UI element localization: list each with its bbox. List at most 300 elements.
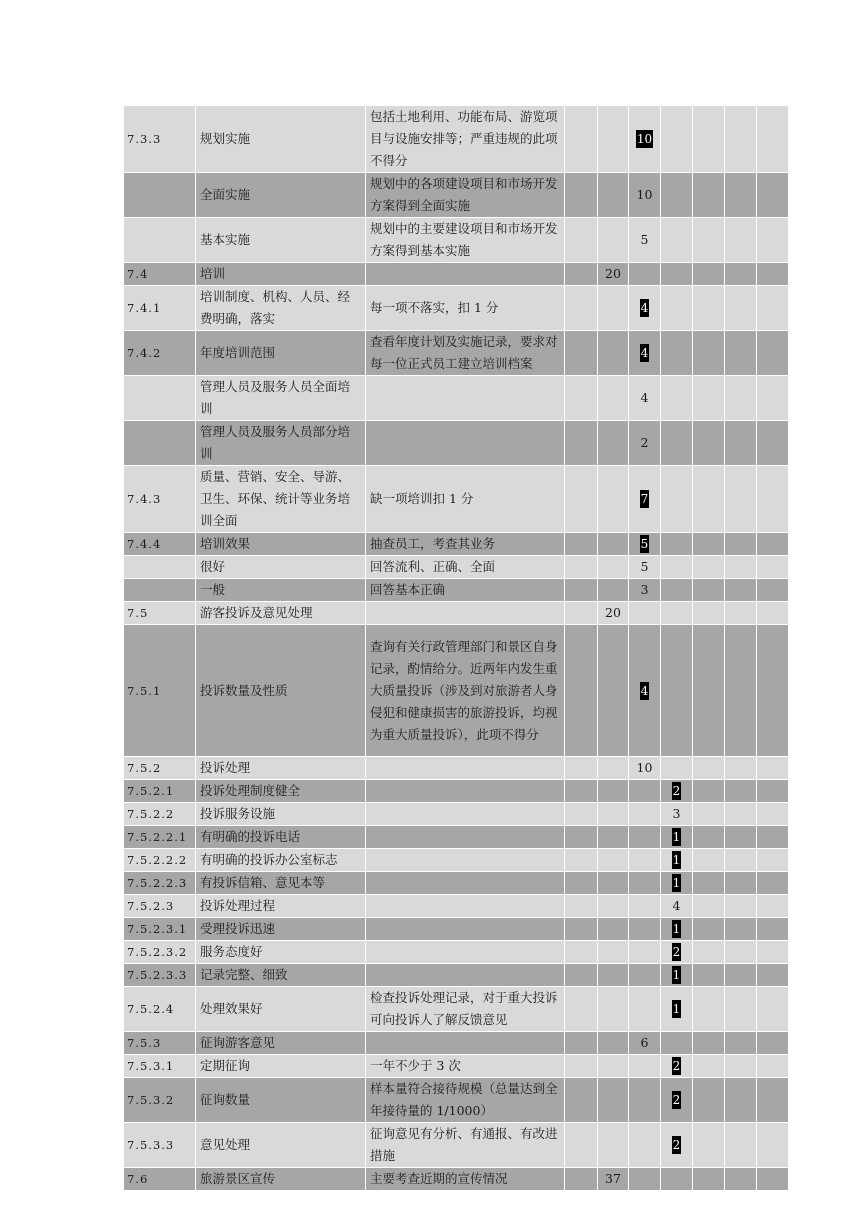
item-criteria-cell: 样本量符合接待规模（总量达到全年接待量的 1/1000）	[366, 1078, 565, 1123]
item-code-cell: 7.5.2.3.2	[124, 941, 196, 964]
blank-cell	[725, 872, 757, 895]
item-score-cell-highlight: 5	[640, 537, 649, 551]
blank-cell	[725, 376, 757, 421]
blank-cell	[693, 895, 725, 918]
blank-cell	[693, 872, 725, 895]
item-criteria-cell: 规划中的主要建设项目和市场开发方案得到基本实施	[366, 218, 565, 263]
total-score-cell	[598, 218, 629, 263]
blank-cell	[693, 218, 725, 263]
item-name-cell: 定期征询	[196, 1055, 366, 1078]
table-row	[124, 218, 789, 263]
item-score-cell-highlight: 10	[636, 132, 653, 146]
item-score-cell	[629, 602, 661, 625]
item-name-cell: 游客投诉及意见处理	[196, 602, 366, 625]
table-row	[124, 987, 789, 1032]
blank-cell	[693, 533, 725, 556]
item-criteria-cell: 征询意见有分析、有通报、有改进措施	[366, 1123, 565, 1168]
sub-score-cell	[661, 286, 693, 331]
blank-cell	[725, 803, 757, 826]
sub-score-cell	[661, 376, 693, 421]
table-row	[124, 579, 789, 602]
blank-cell	[565, 803, 598, 826]
blank-cell	[693, 1078, 725, 1123]
item-name-cell: 意见处理	[196, 1123, 366, 1168]
blank-cell	[693, 106, 725, 173]
table-row	[124, 780, 789, 803]
item-name-cell: 投诉数量及性质	[196, 625, 366, 757]
blank-cell	[757, 602, 789, 625]
item-score-cell: 10	[629, 757, 661, 780]
sub-score-cell	[661, 941, 693, 964]
item-score-cell	[629, 1078, 661, 1123]
item-name-cell: 很好	[196, 556, 366, 579]
item-name-cell: 培训制度、机构、人员、经费明确，落实	[196, 286, 366, 331]
total-score-cell	[598, 376, 629, 421]
item-score-cell	[629, 533, 661, 556]
table-row	[124, 1055, 789, 1078]
blank-cell	[565, 1055, 598, 1078]
item-score-cell	[629, 895, 661, 918]
blank-cell	[725, 1032, 757, 1055]
total-score-cell	[598, 780, 629, 803]
table-row	[124, 466, 789, 533]
blank-cell	[565, 625, 598, 757]
sub-score-cell-highlight: 2	[672, 1059, 681, 1073]
blank-cell	[565, 286, 598, 331]
item-name-cell: 征询游客意见	[196, 1032, 366, 1055]
table-row	[124, 826, 789, 849]
total-score-cell	[598, 826, 629, 849]
total-score-cell: 37	[598, 1168, 629, 1191]
sub-score-cell-highlight: 1	[672, 876, 681, 890]
total-score-cell	[598, 106, 629, 173]
item-score-cell	[629, 263, 661, 286]
total-score-cell	[598, 579, 629, 602]
item-code-cell	[124, 579, 196, 602]
sub-score-cell-highlight: 2	[672, 784, 681, 798]
total-score-cell	[598, 533, 629, 556]
sub-score-cell	[661, 1168, 693, 1191]
item-criteria-cell	[366, 376, 565, 421]
item-score-cell	[629, 872, 661, 895]
item-score-cell	[629, 286, 661, 331]
blank-cell	[693, 1032, 725, 1055]
blank-cell	[565, 579, 598, 602]
sub-score-cell	[661, 918, 693, 941]
blank-cell	[565, 849, 598, 872]
item-criteria-cell	[366, 263, 565, 286]
item-criteria-cell	[366, 964, 565, 987]
sub-score-cell-highlight: 1	[672, 830, 681, 844]
item-score-cell	[629, 987, 661, 1032]
item-name-cell: 培训效果	[196, 533, 366, 556]
item-score-cell	[629, 1055, 661, 1078]
blank-cell	[693, 421, 725, 466]
blank-cell	[565, 1123, 598, 1168]
table-row	[124, 918, 789, 941]
item-score-cell	[629, 106, 661, 173]
blank-cell	[565, 872, 598, 895]
blank-cell	[693, 173, 725, 218]
item-code-cell: 7.5.2.2.2	[124, 849, 196, 872]
item-criteria-cell	[366, 941, 565, 964]
blank-cell	[757, 263, 789, 286]
sub-score-cell	[661, 987, 693, 1032]
table-row	[124, 602, 789, 625]
item-name-cell: 管理人员及服务人员部分培训	[196, 421, 366, 466]
total-score-cell	[598, 331, 629, 376]
blank-cell	[693, 1168, 725, 1191]
item-score-cell	[629, 803, 661, 826]
blank-cell	[693, 286, 725, 331]
blank-cell	[725, 826, 757, 849]
total-score-cell	[598, 895, 629, 918]
sub-score-cell	[661, 757, 693, 780]
table-row	[124, 895, 789, 918]
blank-cell	[565, 533, 598, 556]
item-code-cell: 7.5.2.2.1	[124, 826, 196, 849]
item-name-cell: 有明确的投诉办公室标志	[196, 849, 366, 872]
item-code-cell: 7.5.3.2	[124, 1078, 196, 1123]
item-criteria-cell	[366, 803, 565, 826]
total-score-cell	[598, 466, 629, 533]
item-code-cell: 7.5.2.1	[124, 780, 196, 803]
item-code-cell	[124, 173, 196, 218]
sub-score-cell	[661, 421, 693, 466]
blank-cell	[725, 106, 757, 173]
item-criteria-cell	[366, 421, 565, 466]
blank-cell	[725, 218, 757, 263]
table-row	[124, 556, 789, 579]
blank-cell	[757, 941, 789, 964]
table-row	[124, 1032, 789, 1055]
blank-cell	[757, 1055, 789, 1078]
table-row	[124, 286, 789, 331]
blank-cell	[693, 780, 725, 803]
blank-cell	[693, 849, 725, 872]
total-score-cell	[598, 964, 629, 987]
item-code-cell: 7.5	[124, 602, 196, 625]
sub-score-cell	[661, 780, 693, 803]
item-score-cell	[629, 918, 661, 941]
item-criteria-cell: 回答流利、正确、全面	[366, 556, 565, 579]
total-score-cell: 20	[598, 602, 629, 625]
table-row	[124, 173, 789, 218]
sub-score-cell	[661, 533, 693, 556]
table-row	[124, 376, 789, 421]
blank-cell	[565, 826, 598, 849]
sub-score-cell	[661, 106, 693, 173]
item-code-cell: 7.5.3.1	[124, 1055, 196, 1078]
item-score-cell-highlight: 7	[640, 492, 649, 506]
blank-cell	[693, 263, 725, 286]
blank-cell	[565, 421, 598, 466]
table-row	[124, 263, 789, 286]
item-code-cell: 7.4.1	[124, 286, 196, 331]
table-row	[124, 964, 789, 987]
item-code-cell	[124, 376, 196, 421]
item-score-cell: 3	[629, 579, 661, 602]
item-name-cell: 基本实施	[196, 218, 366, 263]
blank-cell	[725, 780, 757, 803]
blank-cell	[725, 941, 757, 964]
blank-cell	[725, 331, 757, 376]
blank-cell	[725, 286, 757, 331]
item-code-cell: 7.5.2.3.1	[124, 918, 196, 941]
item-criteria-cell	[366, 895, 565, 918]
blank-cell	[725, 1055, 757, 1078]
item-code-cell: 7.5.1	[124, 625, 196, 757]
blank-cell	[565, 466, 598, 533]
item-name-cell: 投诉处理	[196, 757, 366, 780]
blank-cell	[757, 826, 789, 849]
sub-score-cell: 4	[661, 895, 693, 918]
item-code-cell	[124, 421, 196, 466]
item-code-cell: 7.5.2.4	[124, 987, 196, 1032]
blank-cell	[565, 173, 598, 218]
item-criteria-cell: 主要考查近期的宣传情况	[366, 1168, 565, 1191]
sub-score-cell	[661, 173, 693, 218]
total-score-cell: 20	[598, 263, 629, 286]
blank-cell	[725, 602, 757, 625]
blank-cell	[725, 849, 757, 872]
item-code-cell: 7.5.2.3	[124, 895, 196, 918]
item-criteria-cell: 抽查员工，考查其业务	[366, 533, 565, 556]
item-name-cell: 管理人员及服务人员全面培训	[196, 376, 366, 421]
item-code-cell	[124, 218, 196, 263]
sub-score-cell	[661, 1078, 693, 1123]
blank-cell	[725, 964, 757, 987]
sub-score-cell	[661, 263, 693, 286]
item-code-cell: 7.5.3.3	[124, 1123, 196, 1168]
item-name-cell: 记录完整、细致	[196, 964, 366, 987]
item-score-cell	[629, 826, 661, 849]
item-criteria-cell: 一年不少于 3 次	[366, 1055, 565, 1078]
blank-cell	[725, 421, 757, 466]
item-score-cell: 5	[629, 218, 661, 263]
blank-cell	[693, 466, 725, 533]
sub-score-cell	[661, 331, 693, 376]
item-name-cell: 质量、营销、安全、导游、卫生、环保、统计等业务培训全面	[196, 466, 366, 533]
item-code-cell	[124, 556, 196, 579]
blank-cell	[757, 1123, 789, 1168]
table-row	[124, 757, 789, 780]
blank-cell	[565, 1168, 598, 1191]
item-criteria-cell	[366, 1032, 565, 1055]
sub-score-cell: 3	[661, 803, 693, 826]
item-code-cell: 7.5.2.2.3	[124, 872, 196, 895]
blank-cell	[757, 1078, 789, 1123]
total-score-cell	[598, 1055, 629, 1078]
item-code-cell: 7.4.3	[124, 466, 196, 533]
item-criteria-cell	[366, 780, 565, 803]
total-score-cell	[598, 286, 629, 331]
table-row	[124, 941, 789, 964]
blank-cell	[565, 941, 598, 964]
blank-cell	[693, 602, 725, 625]
sub-score-cell-highlight: 1	[672, 1002, 681, 1016]
item-score-cell-highlight: 4	[640, 346, 649, 360]
table-row	[124, 1168, 789, 1191]
blank-cell	[725, 579, 757, 602]
blank-cell	[757, 918, 789, 941]
item-code-cell: 7.5.3	[124, 1032, 196, 1055]
item-name-cell: 投诉处理过程	[196, 895, 366, 918]
sub-score-cell-highlight: 2	[672, 1093, 681, 1107]
item-criteria-cell	[366, 602, 565, 625]
blank-cell	[693, 918, 725, 941]
item-criteria-cell: 检查投诉处理记录，对于重大投诉可向投诉人了解反馈意见	[366, 987, 565, 1032]
total-score-cell	[598, 421, 629, 466]
blank-cell	[725, 918, 757, 941]
blank-cell	[693, 941, 725, 964]
blank-cell	[725, 1168, 757, 1191]
blank-cell	[757, 376, 789, 421]
sub-score-cell	[661, 1123, 693, 1168]
item-name-cell: 处理效果好	[196, 987, 366, 1032]
item-name-cell: 服务态度好	[196, 941, 366, 964]
item-criteria-cell: 查询有关行政管理部门和景区自身记录，酌情给分。近两年内发生重大质量投诉（涉及到对旅游者人身侵犯和健康损害的旅游投诉，均视为重大质量投诉），此项不得分	[366, 625, 565, 757]
item-criteria-cell	[366, 849, 565, 872]
table-row	[124, 803, 789, 826]
blank-cell	[565, 376, 598, 421]
sub-score-cell	[661, 602, 693, 625]
item-name-cell: 全面实施	[196, 173, 366, 218]
item-criteria-cell: 回答基本正确	[366, 579, 565, 602]
table-row	[124, 421, 789, 466]
item-criteria-cell: 包括土地利用、功能布局、游览项目与设施安排等；严重违规的此项不得分	[366, 106, 565, 173]
sub-score-cell	[661, 1032, 693, 1055]
item-name-cell: 受理投诉迅速	[196, 918, 366, 941]
blank-cell	[565, 895, 598, 918]
blank-cell	[693, 1055, 725, 1078]
blank-cell	[693, 826, 725, 849]
item-criteria-cell: 规划中的各项建设项目和市场开发方案得到全面实施	[366, 173, 565, 218]
blank-cell	[565, 964, 598, 987]
table-row	[124, 331, 789, 376]
blank-cell	[565, 918, 598, 941]
blank-cell	[565, 780, 598, 803]
blank-cell	[693, 331, 725, 376]
sub-score-cell	[661, 556, 693, 579]
item-score-cell-highlight: 4	[640, 683, 649, 698]
item-score-cell	[629, 466, 661, 533]
blank-cell	[725, 1123, 757, 1168]
blank-cell	[725, 173, 757, 218]
blank-cell	[725, 533, 757, 556]
blank-cell	[693, 757, 725, 780]
item-name-cell: 有投诉信箱、意见本等	[196, 872, 366, 895]
sub-score-cell-highlight: 2	[672, 945, 681, 959]
table-row	[124, 872, 789, 895]
item-name-cell: 投诉服务设施	[196, 803, 366, 826]
item-score-cell: 6	[629, 1032, 661, 1055]
item-code-cell: 7.6	[124, 1168, 196, 1191]
blank-cell	[693, 803, 725, 826]
sub-score-cell	[661, 579, 693, 602]
item-score-cell-highlight: 4	[640, 301, 649, 315]
item-score-cell	[629, 1168, 661, 1191]
item-name-cell: 旅游景区宣传	[196, 1168, 366, 1191]
sub-score-cell	[661, 625, 693, 757]
sub-score-cell	[661, 872, 693, 895]
blank-cell	[693, 1123, 725, 1168]
item-score-cell	[629, 964, 661, 987]
sub-score-cell	[661, 826, 693, 849]
blank-cell	[757, 625, 789, 757]
blank-cell	[693, 579, 725, 602]
item-criteria-cell: 缺一项培训扣 1 分	[366, 466, 565, 533]
blank-cell	[757, 466, 789, 533]
table-row	[124, 106, 789, 173]
blank-cell	[757, 1032, 789, 1055]
blank-cell	[757, 849, 789, 872]
item-score-cell	[629, 780, 661, 803]
blank-cell	[757, 173, 789, 218]
item-criteria-cell	[366, 872, 565, 895]
item-score-cell: 5	[629, 556, 661, 579]
blank-cell	[757, 286, 789, 331]
item-score-cell: 2	[629, 421, 661, 466]
item-criteria-cell: 每一项不落实，扣 1 分	[366, 286, 565, 331]
blank-cell	[725, 757, 757, 780]
item-code-cell: 7.4	[124, 263, 196, 286]
item-code-cell: 7.5.2	[124, 757, 196, 780]
item-criteria-cell	[366, 918, 565, 941]
item-name-cell: 征询数量	[196, 1078, 366, 1123]
blank-cell	[725, 987, 757, 1032]
item-name-cell: 年度培训范围	[196, 331, 366, 376]
total-score-cell	[598, 1032, 629, 1055]
total-score-cell	[598, 849, 629, 872]
table-row	[124, 1078, 789, 1123]
item-name-cell: 投诉处理制度健全	[196, 780, 366, 803]
blank-cell	[693, 987, 725, 1032]
total-score-cell	[598, 918, 629, 941]
item-name-cell: 一般	[196, 579, 366, 602]
blank-cell	[757, 421, 789, 466]
blank-cell	[565, 556, 598, 579]
table-row	[124, 625, 789, 757]
blank-cell	[757, 895, 789, 918]
item-code-cell: 7.3.3	[124, 106, 196, 173]
blank-cell	[757, 331, 789, 376]
total-score-cell	[598, 941, 629, 964]
blank-cell	[757, 987, 789, 1032]
scoring-table	[123, 105, 789, 1191]
item-code-cell: 7.4.2	[124, 331, 196, 376]
item-code-cell: 7.5.2.2	[124, 803, 196, 826]
item-score-cell	[629, 849, 661, 872]
total-score-cell	[598, 173, 629, 218]
blank-cell	[725, 625, 757, 757]
blank-cell	[757, 780, 789, 803]
blank-cell	[757, 964, 789, 987]
total-score-cell	[598, 1123, 629, 1168]
blank-cell	[693, 625, 725, 757]
table-row	[124, 1123, 789, 1168]
total-score-cell	[598, 803, 629, 826]
blank-cell	[725, 895, 757, 918]
sub-score-cell-highlight: 2	[672, 1138, 681, 1152]
total-score-cell	[598, 556, 629, 579]
blank-cell	[565, 987, 598, 1032]
total-score-cell	[598, 987, 629, 1032]
blank-cell	[725, 556, 757, 579]
table-row	[124, 533, 789, 556]
blank-cell	[757, 218, 789, 263]
item-criteria-cell: 查看年度计划及实施记录，要求对每一位正式员工建立培训档案	[366, 331, 565, 376]
